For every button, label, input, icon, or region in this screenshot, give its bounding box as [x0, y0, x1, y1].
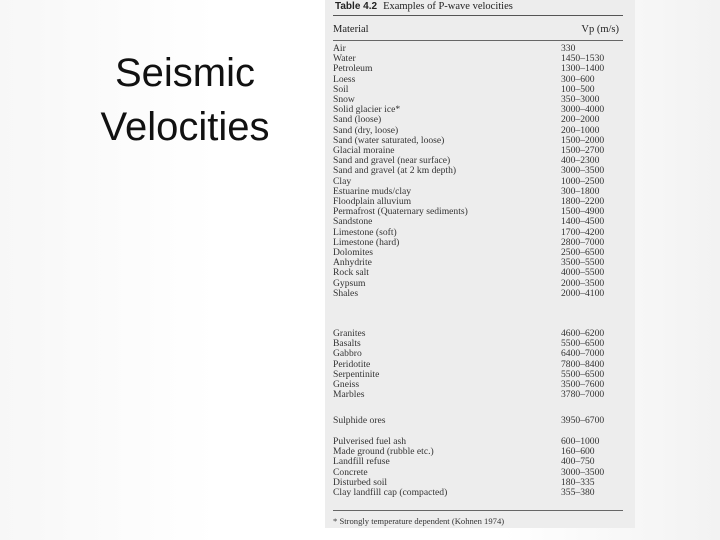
table-row — [333, 349, 623, 359]
material-name: Landfill refuse — [333, 456, 390, 468]
material-name: Estuarine muds/clay — [333, 185, 412, 197]
material-name: Air — [333, 43, 346, 54]
table-row — [333, 416, 623, 426]
material-name: Sand (dry, loose) — [333, 124, 399, 136]
velocity-value: 2000–4100 — [561, 287, 605, 299]
velocity-value: 400–750 — [561, 456, 595, 468]
slide-title — [60, 46, 310, 154]
material-name: Sulphide ores — [333, 415, 386, 426]
table-caption-text: Examples of P-wave velocities — [383, 1, 513, 12]
material-name: Serpentinite — [333, 368, 380, 380]
material-name: Disturbed soil — [333, 476, 388, 488]
material-name: Limestone (hard) — [333, 236, 400, 248]
velocity-value: 355–380 — [561, 487, 595, 498]
velocity-value: 5500–6500 — [561, 338, 605, 350]
velocity-value: 4600–6200 — [561, 328, 605, 339]
table-row — [333, 268, 623, 278]
velocity-value: 7800–8400 — [561, 358, 605, 370]
velocity-value: 3000–3500 — [561, 466, 605, 478]
velocity-value: 4000–5500 — [561, 267, 605, 279]
velocity-value: 3780–7000 — [561, 389, 605, 401]
material-name: Snow — [333, 94, 355, 105]
velocity-value: 3950–6700 — [561, 415, 605, 426]
material-name: Gypsum — [333, 277, 366, 289]
velocity-value: 600–1000 — [561, 436, 600, 447]
velocity-value: 1500–2000 — [561, 134, 605, 146]
velocity-table — [325, 0, 635, 528]
table-caption-label: Table 4.2 — [335, 1, 378, 12]
material-name: Clay landfill cap (compacted) — [333, 487, 448, 498]
velocity-value: 400–2300 — [561, 155, 600, 167]
table-row — [333, 217, 623, 227]
table-row — [333, 457, 623, 467]
table-body — [325, 0, 635, 528]
table-row — [333, 64, 623, 74]
table-row — [333, 289, 623, 299]
velocity-value: 200–2000 — [561, 114, 600, 126]
material-name: Dolomites — [333, 247, 373, 258]
velocity-value: 3500–5500 — [561, 257, 605, 269]
velocity-value: 2000–3500 — [561, 277, 605, 289]
material-name: Peridotite — [333, 358, 371, 370]
material-name: Anhydrite — [333, 257, 372, 269]
material-name: Concrete — [333, 466, 368, 478]
material-name: Permafrost (Quaternary sediments) — [333, 206, 468, 218]
material-name: Gneiss — [333, 379, 360, 390]
velocity-value: 330 — [561, 43, 576, 54]
material-name: Water — [333, 53, 356, 65]
column-header-velocity: Vp (m/s) — [581, 24, 619, 35]
material-name: Granites — [333, 328, 366, 339]
velocity-value: 350–3000 — [561, 94, 600, 105]
velocity-value: 3500–7600 — [561, 379, 605, 390]
velocity-value: 6400–7000 — [561, 348, 605, 360]
material-name: Floodplain alluvium — [333, 196, 412, 207]
table-row — [333, 166, 623, 176]
velocity-value: 1500–2700 — [561, 145, 605, 156]
velocity-value: 2500–6500 — [561, 247, 605, 258]
material-name: Pulverised fuel ash — [333, 436, 407, 447]
material-name: Sand and gravel (at 2 km depth) — [333, 165, 457, 177]
material-name: Sandstone — [333, 216, 373, 228]
table-footnote: * Strongly temperature dependent (Kohnen 1974) — [333, 516, 505, 526]
velocity-value: 1400–4500 — [561, 216, 605, 228]
velocity-value: 1450–1530 — [561, 53, 605, 65]
column-header-material: Material — [333, 24, 369, 35]
material-name: Marbles — [333, 389, 365, 401]
table-row — [333, 488, 623, 498]
table-row — [333, 115, 623, 125]
title-line-1: Seismic — [114, 51, 256, 95]
table-row — [333, 390, 623, 400]
velocity-value: 1000–2500 — [561, 175, 605, 187]
material-name: Clay — [333, 175, 352, 187]
velocity-value: 2800–7000 — [561, 236, 605, 248]
velocity-value: 5500–6500 — [561, 368, 605, 380]
material-name: Limestone (soft) — [333, 226, 397, 238]
velocity-value: 300–600 — [561, 73, 595, 85]
material-name: Shales — [333, 287, 359, 299]
velocity-value: 1800–2200 — [561, 196, 605, 207]
title-line-2: Velocities — [100, 105, 270, 149]
material-name: Loess — [333, 73, 356, 85]
velocity-value: 3000–3500 — [561, 165, 605, 177]
velocity-value: 1300–1400 — [561, 63, 605, 75]
material-name: Gabbro — [333, 348, 362, 360]
material-name: Glacial moraine — [333, 145, 395, 156]
material-name: Sand (loose) — [333, 114, 382, 126]
velocity-value: 1500–4900 — [561, 206, 605, 218]
velocity-value: 160–600 — [561, 446, 595, 458]
table-bottom-rule — [333, 510, 623, 511]
material-name: Solid glacier ice* — [333, 104, 401, 116]
material-name: Sand and gravel (near surface) — [333, 155, 451, 167]
velocity-value: 100–500 — [561, 83, 595, 95]
material-name: Basalts — [333, 338, 361, 350]
material-name: Made ground (rubble etc.) — [333, 446, 434, 458]
material-name: Petroleum — [333, 63, 373, 75]
material-name: Sand (water saturated, loose) — [333, 134, 445, 146]
material-name: Rock salt — [333, 267, 369, 279]
velocity-value: 3000–4000 — [561, 104, 605, 116]
velocity-value: 180–335 — [561, 476, 595, 488]
velocity-value: 1700–4200 — [561, 226, 605, 238]
velocity-value: 200–1000 — [561, 124, 600, 136]
material-name: Soil — [333, 83, 349, 95]
velocity-value: 300–1800 — [561, 185, 600, 197]
